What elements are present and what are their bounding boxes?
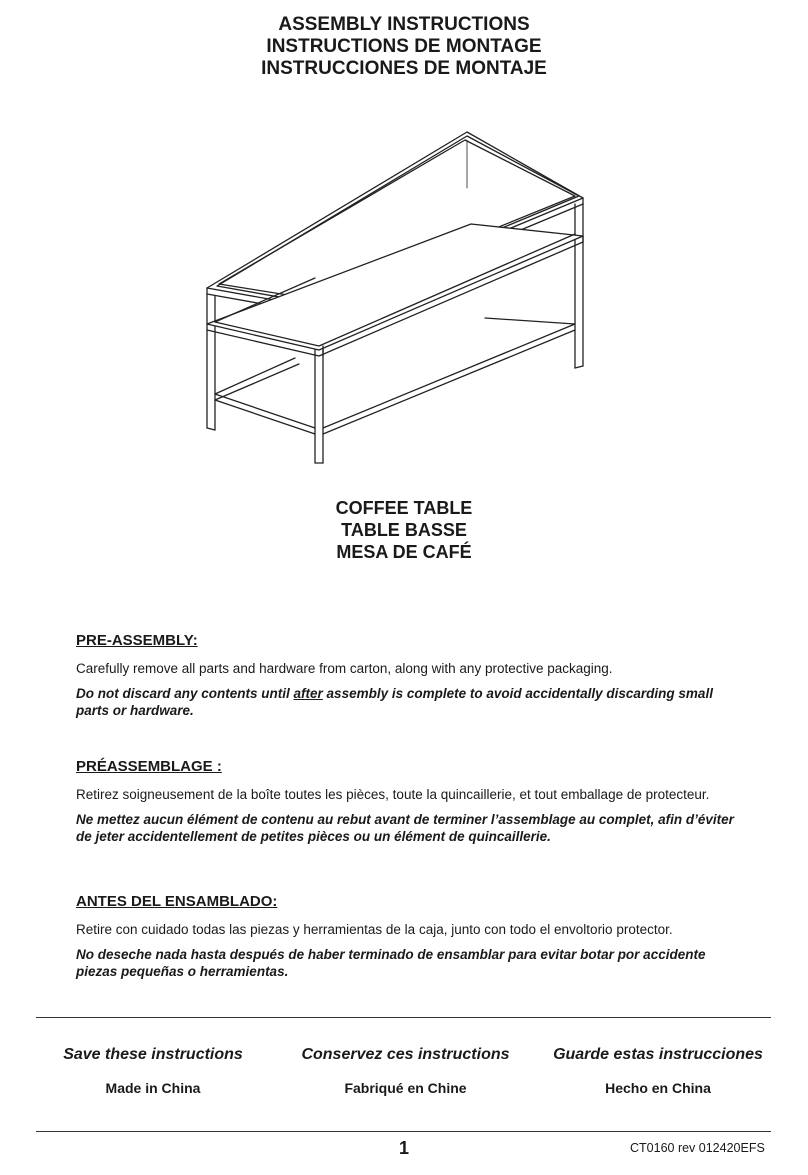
document-code: CT0160 rev 012420EFS (630, 1141, 765, 1155)
section-text: Carefully remove all parts and hardware from carton, along with any protective packaging. (76, 661, 613, 676)
section-warning: Do not discard any contents until after assembly is complete to avoid accidentally discarding small parts or hardware. (76, 686, 713, 718)
page-number: 1 (398, 1138, 409, 1158)
made-in-text: Hecho en China (605, 1080, 711, 1096)
section-text: Retirez soigneusement de la boîte toutes les pièces, toute la quincaillerie, et tout emballage de protecteur. (76, 787, 710, 802)
save-instructions-text: Guarde estas instrucciones (553, 1046, 763, 1063)
footer-spanish (533, 1045, 783, 1097)
save-instructions-text: Save these instructions (63, 1046, 243, 1063)
save-instructions-text: Conservez ces instructions (301, 1046, 510, 1063)
title-english: ASSEMBLY INSTRUCTIONS (278, 14, 530, 35)
section-heading: ANTES DEL ENSAMBLADO: (76, 893, 278, 910)
section-text: Retire con cuidado todas las piezas y herramientas de la caja, junto con todo el envoltorio protector. (76, 922, 673, 937)
pre-assembly-english (76, 632, 736, 719)
product-name-spanish: MESA DE CAFÉ (336, 542, 472, 562)
section-heading: PRÉASSEMBLAGE : (76, 758, 222, 775)
document-title (0, 14, 808, 80)
footer-notes (28, 1045, 783, 1097)
pre-assembly-spanish (76, 893, 736, 980)
title-spanish: INSTRUCCIONES DE MONTAJE (261, 58, 547, 79)
product-name (0, 497, 808, 563)
product-name-english: COFFEE TABLE (335, 498, 473, 518)
title-french: INSTRUCTIONS DE MONTAGE (266, 36, 542, 57)
made-in-text: Fabriqué en Chine (344, 1080, 467, 1096)
coffee-table-illustration (195, 128, 595, 473)
divider-top (36, 1017, 771, 1018)
pre-assembly-french (76, 758, 736, 845)
section-heading: PRE-ASSEMBLY: (76, 632, 198, 649)
section-warning: No deseche nada hasta después de haber terminado de ensamblar para evitar botar por accidente piezas pequeñas o herramientas. (76, 947, 706, 979)
footer-french (281, 1045, 531, 1097)
product-name-french: TABLE BASSE (341, 520, 467, 540)
section-warning: Ne mettez aucun élément de contenu au rebut avant de terminer l’assemblage au complet, afin d’éviter de jeter accidentellement de petites pièces ou un élément de quincaillerie. (76, 812, 734, 844)
footer-english (28, 1045, 278, 1097)
divider-bottom (36, 1131, 771, 1132)
made-in-text: Made in China (105, 1080, 201, 1096)
emphasis-after: after (293, 686, 323, 701)
